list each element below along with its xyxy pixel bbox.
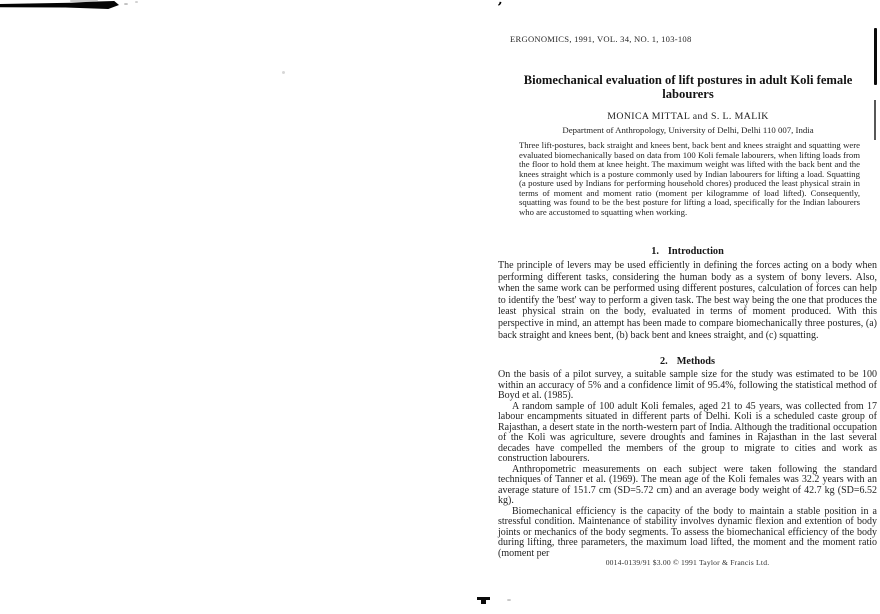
authors-line: MONICA MITTAL and S. L. MALIK — [607, 111, 769, 122]
section-heading-methods — [498, 356, 877, 367]
scan-artifact-smear — [0, 1, 119, 9]
copyright-footer: 0014-0139/91 $3.00 © 1991 Taylor & Francis Ltd. — [605, 558, 770, 567]
section-number: 2. — [659, 356, 668, 367]
section-introduction — [498, 246, 877, 341]
journal-header: ERGONOMICS, 1991, VOL. 34, NO. 1, 103-108 — [510, 34, 692, 44]
affiliation-line: Department of Anthropology, University of Delhi, Delhi 110 007, India — [562, 125, 814, 135]
scan-speck — [124, 3, 128, 5]
body-paragraph: The principle of levers may be used efficiently in defining the forces acting on a body when performing different tasks, considering the human body as a system of bony levers. Also, when the same work can be performed using different postures, calculation of forces can help to identify the 'best' way to perform a given task. The best way being the one that produces the least physical strain on the body, evaluated in terms of moment produced. With this perspective in mind, an attempt has been made to compare biomechanically three postures, (a) back straight and knees bent, (b) back bent and knees straight, and (c) squatting. — [498, 260, 877, 341]
scan-artifact-tick: ’ — [496, 0, 503, 17]
body-paragraph: A random sample of 100 adult Koli females, aged 21 to 45 years, was collected from 17 labour encampments situated in different parts of Delhi. Koli is a scheduled caste group of Rajasthan, a desert state in the north-western part of India. Although the traditional occupation of the Koli was agriculture, severe droughts and famines in Rajasthan in the last several decades have compelled the members of the group to migrate to cities and work as construction labourers. — [498, 400, 877, 464]
body-paragraph: Anthropometric measurements on each subject were taken following the standard techniques of Tanner et al. (1969). The mean age of the Koli females was 32.2 years with an average stature of 151.7 cm (SD=5.72 cm) and an average body weight of 42.7 kg (SD=6.52 kg). — [498, 463, 877, 506]
scan-speck — [282, 71, 285, 74]
scan-speck — [70, 0, 98, 2]
section-methods — [498, 356, 877, 559]
scan-speck — [135, 1, 138, 3]
scan-speck — [507, 599, 511, 601]
scan-artifact-bottom-mark — [477, 597, 490, 600]
body-paragraph: On the basis of a pilot survey, a suitable sample size for the study was estimated to be 100 within an accuracy of 5% and a confidence limit of 95.4%, following the statistical method of Boyd et al. (1985). — [498, 369, 877, 401]
section-number: 1. — [651, 246, 659, 257]
body-paragraph: Biomechanical efficiency is the capacity of the body to maintain a stable position in a stressful condition. Maintenance of stability involves dynamic flexion and extention of body joints or mechanics of the body segments. To assess the biomechanical efficiency of the body during lifting, three parameters, the maximum load lifted, the moment and the moment ratio (moment per — [498, 505, 877, 559]
section-title: Introduction — [667, 246, 724, 257]
section-title: Methods — [676, 356, 716, 367]
abstract-paragraph: Three lift-postures, back straight and knees bent, back bent and knees straight and squatting were evaluated biomechanically based on data from 100 Koli female labourers, when lifting loads from the floor to hold them at knee height. The maximum weight was lifted with the back bent and the knees straight which is a posture commonly used by Indian labourers for lifting a load. Squatting (a posture used by Indians for performing household chores) produced the least physical strain in terms of moment and moment ratio (moment per kilogramme of load lifted). Consequently, squatting was found to be the best posture for lifting a load, specifically for the Indian labourers who are accustomed to squatting when working. — [519, 140, 860, 217]
paper-title: Biomechanical evaluation of lift postures in adult Koli female labourers — [523, 73, 853, 101]
section-heading-introduction — [498, 246, 877, 257]
